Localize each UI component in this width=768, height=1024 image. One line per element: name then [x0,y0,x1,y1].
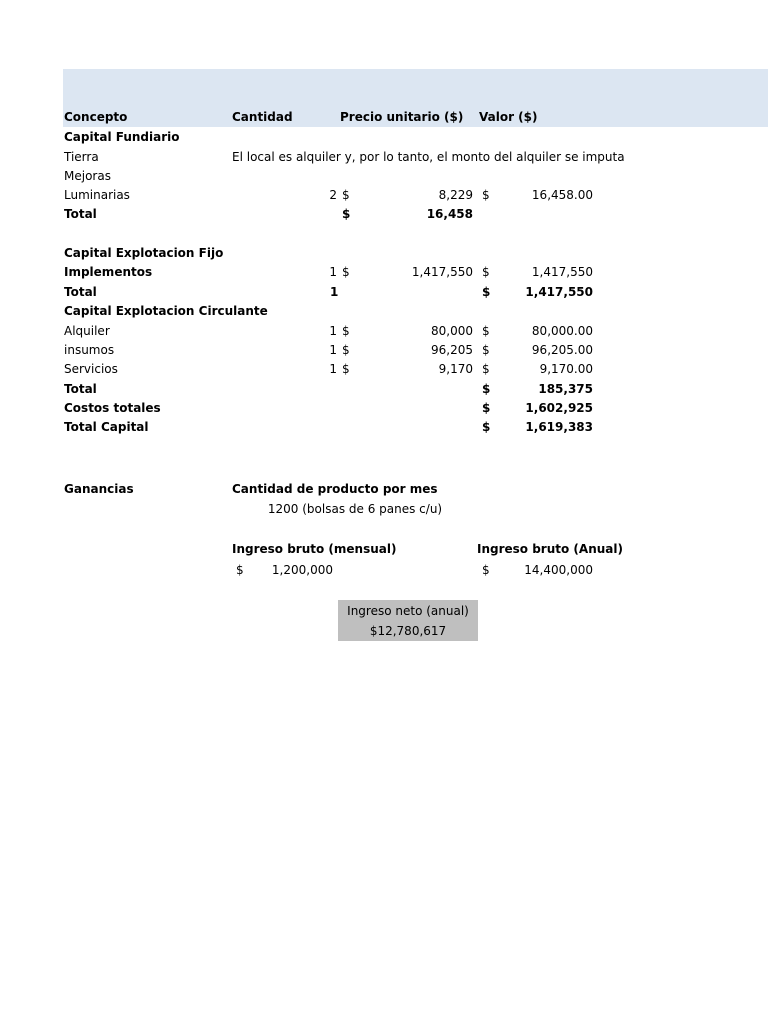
table-row [0,321,768,341]
cantidad-producto-label: Cantidad de producto por mes [232,482,438,496]
header-cantidad: Cantidad [232,110,293,124]
row-unit-price: 96,205 [431,343,473,357]
currency-symbol: $ [482,265,490,279]
ganancias-label: Ganancias [64,482,134,496]
row-unit-price: 1,417,550 [411,265,473,279]
total-capital-label: Total Capital [64,420,149,434]
currency-symbol: $ [482,382,491,396]
currency-symbol: $ [342,362,350,376]
total-label: Total [64,207,97,221]
row-value: 1,417,550 [531,265,593,279]
row-unit-price: 8,229 [438,188,473,202]
table-row [0,340,768,360]
table-row [0,185,768,205]
header-concepto: Concepto [64,110,128,124]
ingreso-bruto-values-row [0,560,768,580]
row-label: Servicios [64,362,118,376]
total-row [0,282,768,302]
row-unit-price: 80,000 [431,324,473,338]
currency-symbol: $ [342,343,350,357]
currency-symbol: $ [482,420,491,434]
total-row [0,204,768,224]
row-label-mejoras: Mejoras [64,169,111,183]
total-label: Total [64,382,97,396]
currency-symbol: $ [342,207,351,221]
section-title-row [0,301,768,321]
ingreso-bruto-anual-label: Ingreso bruto (Anual) [477,542,623,556]
row-qty: 2 [329,188,337,202]
ingreso-bruto-anual-value: 14,400,000 [524,563,593,577]
table-row [0,262,768,282]
row-qty: 1 [329,362,337,376]
costos-totales-label: Costos totales [64,401,161,415]
header-precio-unitario: Precio unitario ($) [340,110,464,124]
row-value: 16,458.00 [531,188,593,202]
ingreso-bruto-header-row [0,539,768,559]
ganancias-row [0,479,768,499]
ingreso-bruto-mensual-value: 1,200,000 [271,563,333,577]
row-qty: 1 [329,324,337,338]
cantidad-producto-value: 1200 (bolsas de 6 panes c/u) [267,502,443,516]
row-label: Alquiler [64,324,110,338]
total-row [0,379,768,399]
costos-totales-value: 1,602,925 [525,401,593,415]
currency-symbol: $ [482,324,490,338]
section-title-capital-explotacion-circulante: Capital Explotacion Circulante [64,304,268,318]
row-label-luminarias: Luminarias [64,188,130,202]
row-qty: 1 [329,265,337,279]
total-qty: 1 [330,285,339,299]
row-label: insumos [64,343,115,357]
currency-symbol: $ [342,265,350,279]
row-label-tierra: Tierra [64,150,99,164]
table-header-row [0,107,768,127]
section-title-row [0,127,768,147]
row-unit-price: 9,170 [438,362,473,376]
row-value: 9,170.00 [539,362,593,376]
tierra-note: El local es alquiler y, por lo tanto, el monto del alquiler se imputa [232,150,625,164]
currency-symbol: $ [482,343,490,357]
currency-symbol: $ [482,285,491,299]
total-value: 1,417,550 [525,285,593,299]
header-valor: Valor ($) [479,110,538,124]
currency-symbol: $ [482,563,490,577]
currency-symbol: $ [482,401,491,415]
total-row [0,417,768,437]
row-qty: 1 [329,343,337,357]
table-row [0,166,768,186]
row-value: 80,000.00 [531,324,593,338]
total-capital-value: 1,619,383 [525,420,593,434]
row-label-implementos: Implementos [64,265,153,279]
ingreso-neto-value: $12,780,617 [369,624,447,638]
total-value: 16,458 [426,207,473,221]
total-label: Total [64,285,97,299]
currency-symbol: $ [342,188,350,202]
section-title-row [0,243,768,263]
total-value: 185,375 [538,382,593,396]
currency-symbol: $ [342,324,350,338]
section-title-capital-fundiario: Capital Fundiario [64,130,180,144]
table-row [0,359,768,379]
row-value: 96,205.00 [531,343,593,357]
section-title-capital-explotacion-fijo: Capital Explotacion Fijo [64,246,224,260]
ganancias-units-row [0,499,768,519]
ingreso-neto-box [338,600,478,641]
table-row [0,147,768,167]
total-row [0,398,768,418]
ingreso-bruto-mensual-label: Ingreso bruto (mensual) [232,542,397,556]
ingreso-neto-label: Ingreso neto (anual) [347,604,469,618]
currency-symbol: $ [482,362,490,376]
currency-symbol: $ [236,563,244,577]
currency-symbol: $ [482,188,490,202]
